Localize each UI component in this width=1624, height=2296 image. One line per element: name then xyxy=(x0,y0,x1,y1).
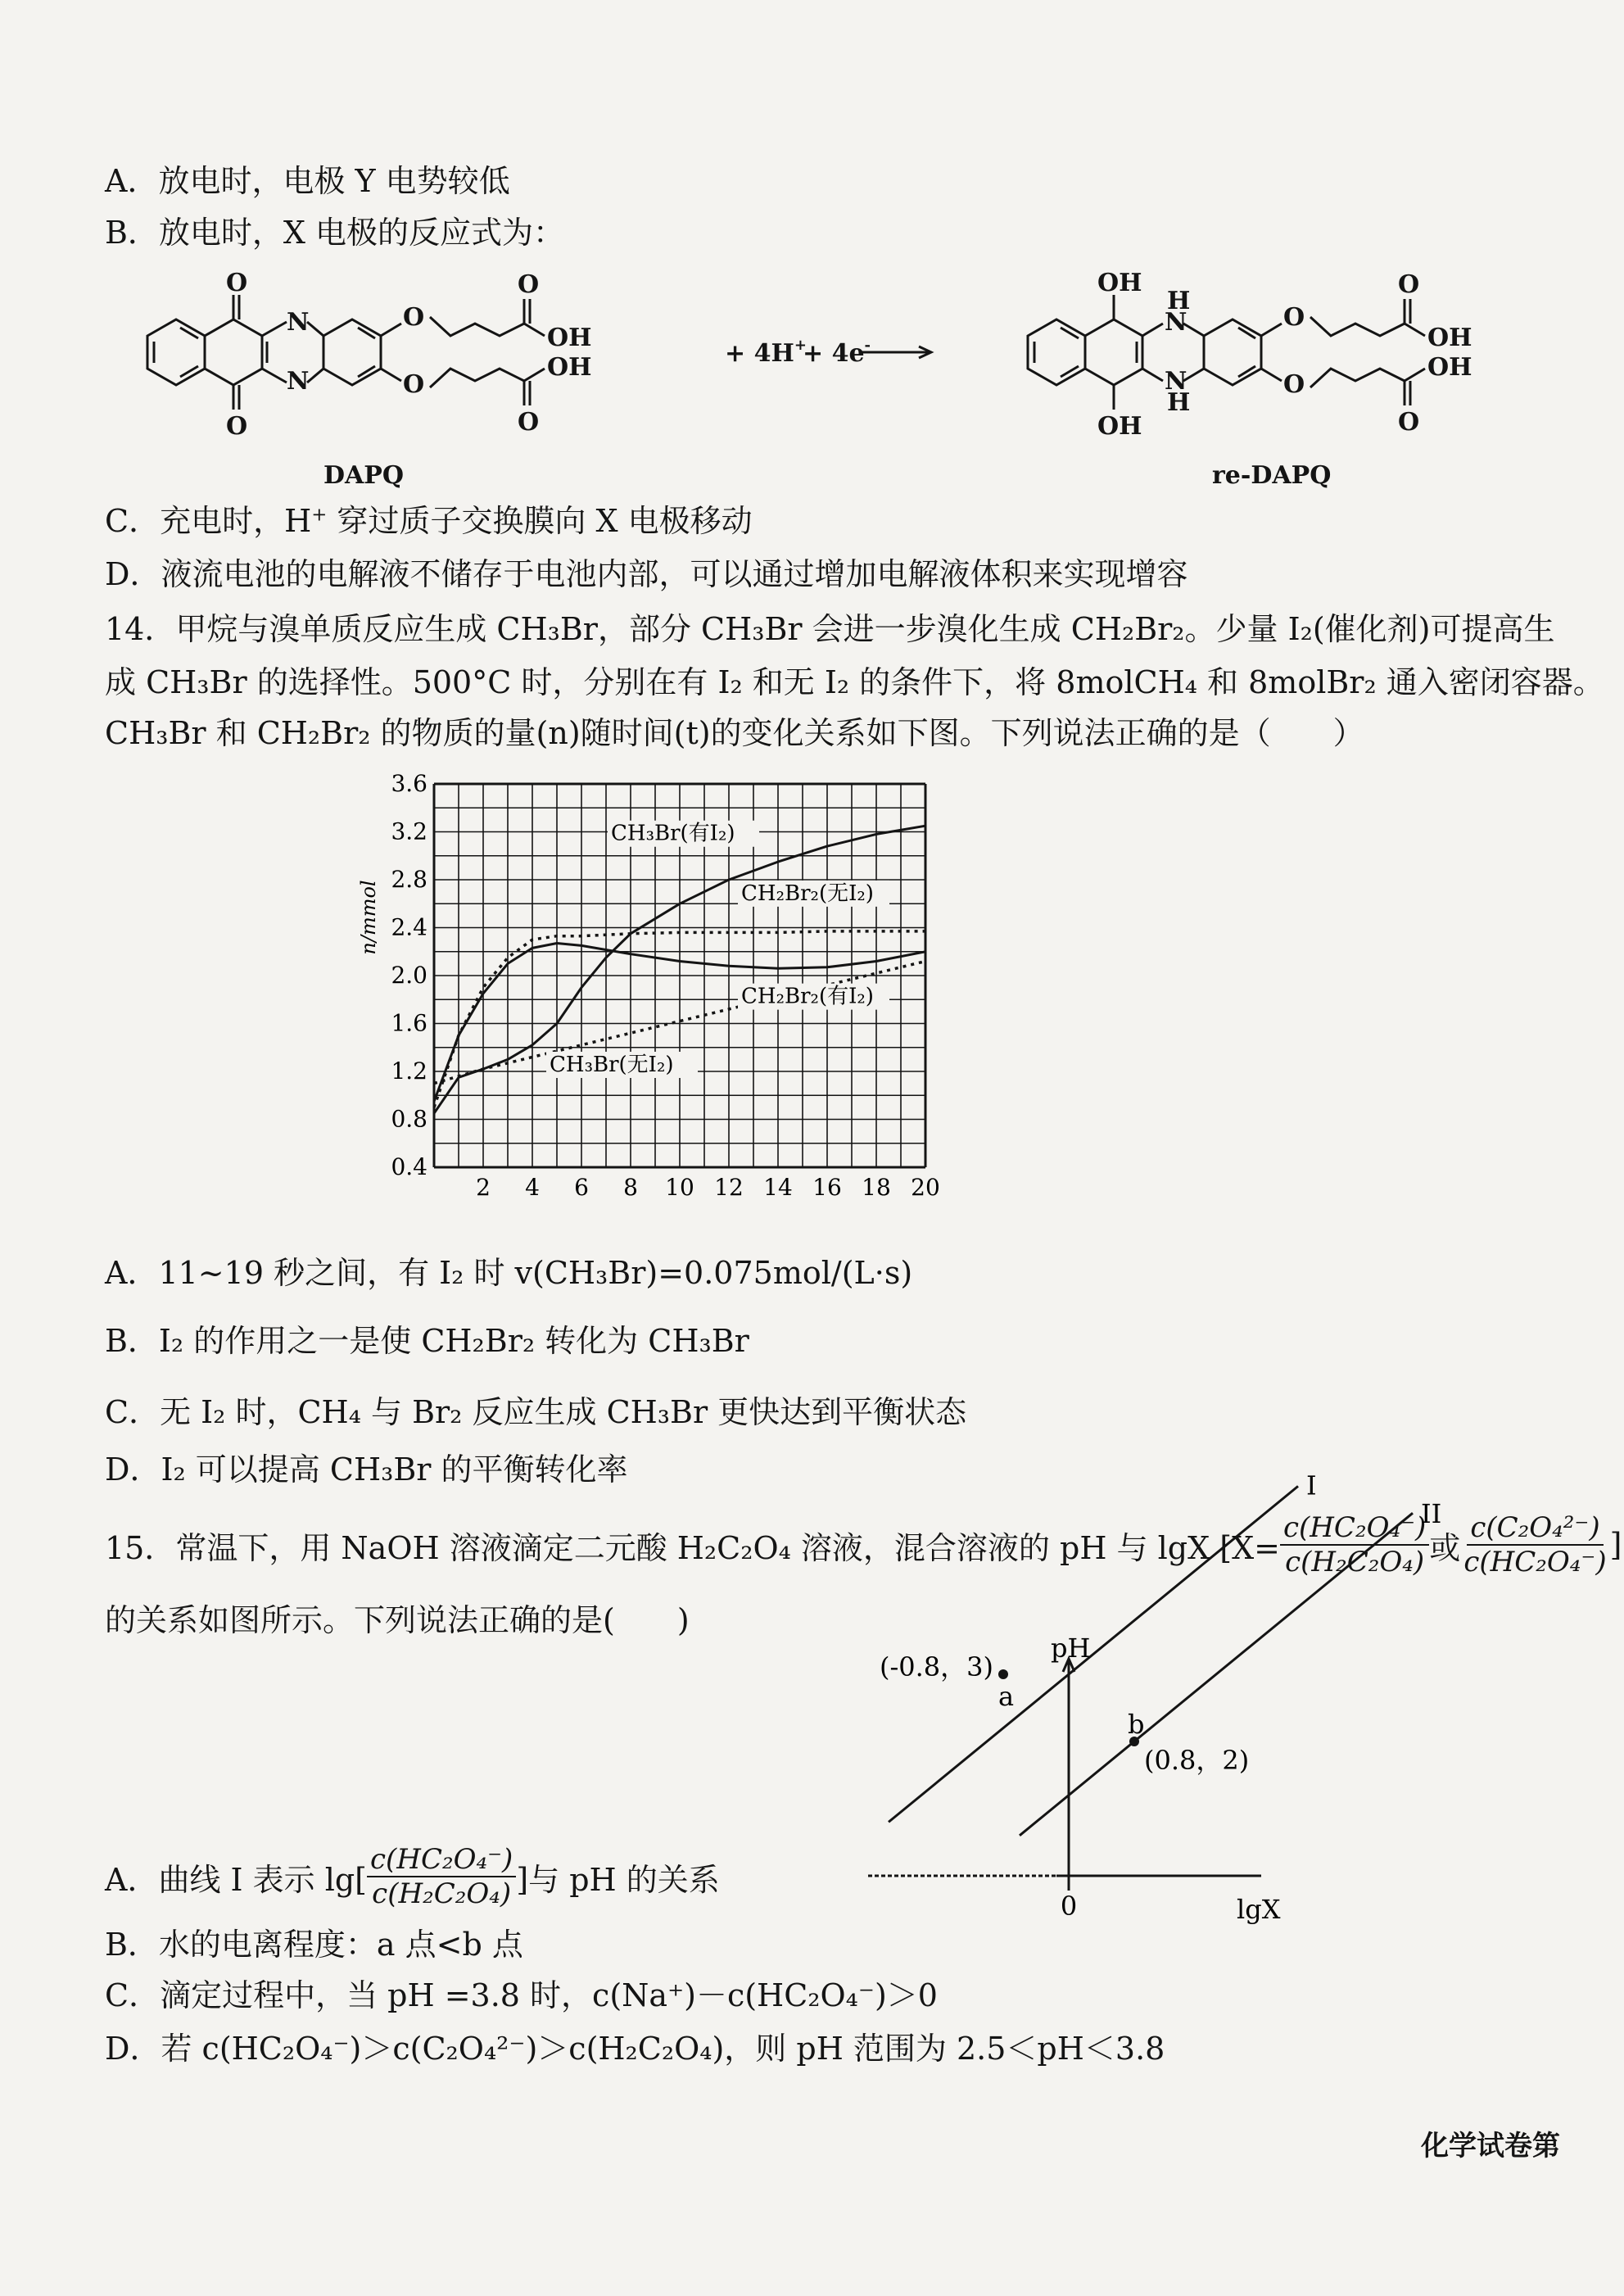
atom-n: N xyxy=(1165,308,1187,337)
fraction-x2: $\frac{\text{c(C₂O₄²⁻)}}{\text{c(HC₂O₄⁻)}}$ xyxy=(1463,1511,1607,1578)
q14-option-c: C．无 I₂ 时，CH₄ 与 Br₂ 反应生成 CH₃Br 更快达到平衡状态 xyxy=(105,1394,967,1430)
reagent-proton: + 4H+ xyxy=(725,337,807,368)
y-axis-label: pH xyxy=(1051,1633,1091,1664)
atom-o: O xyxy=(518,408,540,437)
atom-o: O xyxy=(1283,303,1305,332)
y-axis-label: n/mmol xyxy=(357,880,380,955)
atom-o: O xyxy=(518,270,540,299)
atom-o: O xyxy=(403,370,425,399)
atom-n: N xyxy=(287,367,310,396)
q15-stem-line1: 15．常温下，用 NaOH 溶液滴定二元酸 H₂C₂O₄ 溶液，混合溶液的 pH 与 lgX [X= $\frac{\text{c(HC₂O₄⁻)}}{\text{c(H₂C₂O₄)}}$ 或 $\frac{\text{c(C₂O₄²⁻)}}{\text{c(HC₂O₄⁻)}}$ ] xyxy=(105,1511,1622,1578)
q14-option-b: B．I₂ 的作用之一是使 CH₂Br₂ 转化为 CH₃Br xyxy=(105,1323,749,1359)
point-coord-label: (-0.8，3) xyxy=(879,1651,993,1682)
atom-o: O xyxy=(1283,370,1305,399)
fraction-x1: $\frac{\text{c(HC₂O₄⁻)}}{\text{c(H₂C₂O₄)}}$ xyxy=(1280,1511,1429,1578)
series-label: II xyxy=(1421,1498,1442,1530)
reagent-electron: + 4e- xyxy=(803,337,871,368)
q14-stem-line1: 14．甲烷与溴单质反应生成 CH₃Br，部分 CH₃Br 会进一步溴化生成 CH₂Br₂。少量 I₂(催化剂)可提高生 xyxy=(105,611,1555,647)
point-label: a xyxy=(998,1681,1015,1712)
y-tick-label: 0.4 xyxy=(391,1153,427,1180)
q14-stem-line2: 成 CH₃Br 的选择性。500°C 时，分别在有 I₂ 和无 I₂ 的条件下，将 8molCH₄ 和 8molBr₂ 通入密闭容器。 xyxy=(105,664,1604,700)
q15-stem-line2: 的关系如图所示。下列说法正确的是( ) xyxy=(105,1602,690,1638)
atom-oh: OH xyxy=(547,353,592,382)
x-tick-label: 12 xyxy=(714,1174,744,1201)
atom-o: O xyxy=(1398,270,1420,299)
q14-chart xyxy=(357,766,950,1201)
q13-option-c: C．充电时，H+ 穿过质子交换膜向 X 电极移动 xyxy=(105,503,753,539)
x-tick-label: 16 xyxy=(812,1174,842,1201)
x-tick-label: 10 xyxy=(665,1174,694,1201)
page-footer: 化学试卷第 xyxy=(1421,2130,1560,2162)
data-point xyxy=(998,1669,1008,1679)
y-tick-label: 2.4 xyxy=(391,913,427,941)
x-tick-label: 2 xyxy=(476,1174,491,1201)
y-tick-label: 2.0 xyxy=(391,962,427,989)
q15-option-d: D．若 c(HC₂O₄⁻)＞c(C₂O₄²⁻)＞c(H₂C₂O₄)，则 pH 范围为 2.5＜pH＜3.8 xyxy=(105,2031,1165,2067)
x-tick-label: 8 xyxy=(623,1174,638,1201)
q13-option-a: A．放电时，电极 Y 电势较低 xyxy=(105,163,510,199)
y-tick-label: 0.8 xyxy=(391,1105,427,1133)
point-label: b xyxy=(1128,1709,1145,1740)
atom-oh: OH xyxy=(1427,353,1472,382)
atom-o: O xyxy=(226,269,248,297)
atom-oh: OH xyxy=(1427,324,1472,352)
x-tick-label: 4 xyxy=(525,1174,540,1201)
q13-option-b: B．放电时，X 电极的反应式为： xyxy=(105,215,565,251)
reactant-label: DAPQ xyxy=(323,461,404,490)
y-tick-label: 1.2 xyxy=(391,1057,427,1085)
series-label: CH₃Br(有I₂) xyxy=(611,821,735,846)
y-tick-label: 3.6 xyxy=(391,770,427,797)
fraction-option-a: $\frac{\text{c(HC₂O₄⁻)}}{\text{c(H₂C₂O₄)}}$ xyxy=(367,1843,516,1910)
atom-o: O xyxy=(403,303,425,332)
x-tick-label: 20 xyxy=(911,1174,940,1201)
atom-o: O xyxy=(1398,408,1420,437)
x-tick-label: 6 xyxy=(574,1174,589,1201)
series-label: I xyxy=(1306,1470,1317,1501)
q14-stem-line3: CH₃Br 和 CH₂Br₂ 的物质的量(n)随时间(t)的变化关系如下图。下列说法正确的是（ ） xyxy=(105,715,1364,751)
x-tick-label: 14 xyxy=(763,1174,793,1201)
y-tick-label: 3.2 xyxy=(391,817,427,845)
series-label: CH₂Br₂(有I₂) xyxy=(741,984,874,1009)
q15-option-a: A．曲线 I 表示 lg[ $\frac{\text{c(HC₂O₄⁻)}}{\text{c(H₂C₂O₄)}}$ ]与 pH 的关系 xyxy=(105,1843,720,1910)
atom-h: H xyxy=(1167,287,1191,315)
q15-option-b: B．水的电离程度：a 点<b 点 xyxy=(105,1927,523,1963)
series-label: CH₃Br(无I₂) xyxy=(550,1053,674,1077)
atom-n: N xyxy=(1165,367,1187,396)
point-coord-label: (0.8，2) xyxy=(1144,1745,1250,1776)
atom-oh: OH xyxy=(1097,412,1142,441)
q14-option-a: A．11~19 秒之间，有 I₂ 时 v(CH₃Br)=0.075mol/(L·s) xyxy=(105,1255,913,1291)
q13-option-d: D．液流电池的电解液不储存于电池内部，可以通过增加电解液体积来实现增容 xyxy=(105,556,1188,592)
series-label: CH₂Br₂(无I₂) xyxy=(741,881,874,906)
atom-o: O xyxy=(226,412,248,441)
product-label: re-DAPQ xyxy=(1212,461,1332,490)
x-axis-label: lgX xyxy=(1237,1894,1281,1925)
atom-oh: OH xyxy=(547,324,592,352)
atom-h: H xyxy=(1167,388,1191,417)
q15-option-c: C．滴定过程中，当 pH =3.8 时，c(Na⁺)－c(HC₂O₄⁻)＞0 xyxy=(105,1977,938,2013)
q14-option-d: D．I₂ 可以提高 CH₃Br 的平衡转化率 xyxy=(105,1451,628,1488)
y-tick-label: 2.8 xyxy=(391,866,427,893)
y-tick-label: 1.6 xyxy=(391,1009,427,1037)
x-tick-label: 18 xyxy=(862,1174,891,1201)
origin-label: 0 xyxy=(1060,1891,1078,1922)
atom-oh: OH xyxy=(1097,269,1142,297)
reaction-scheme xyxy=(123,258,1556,496)
atom-n: N xyxy=(287,308,310,337)
